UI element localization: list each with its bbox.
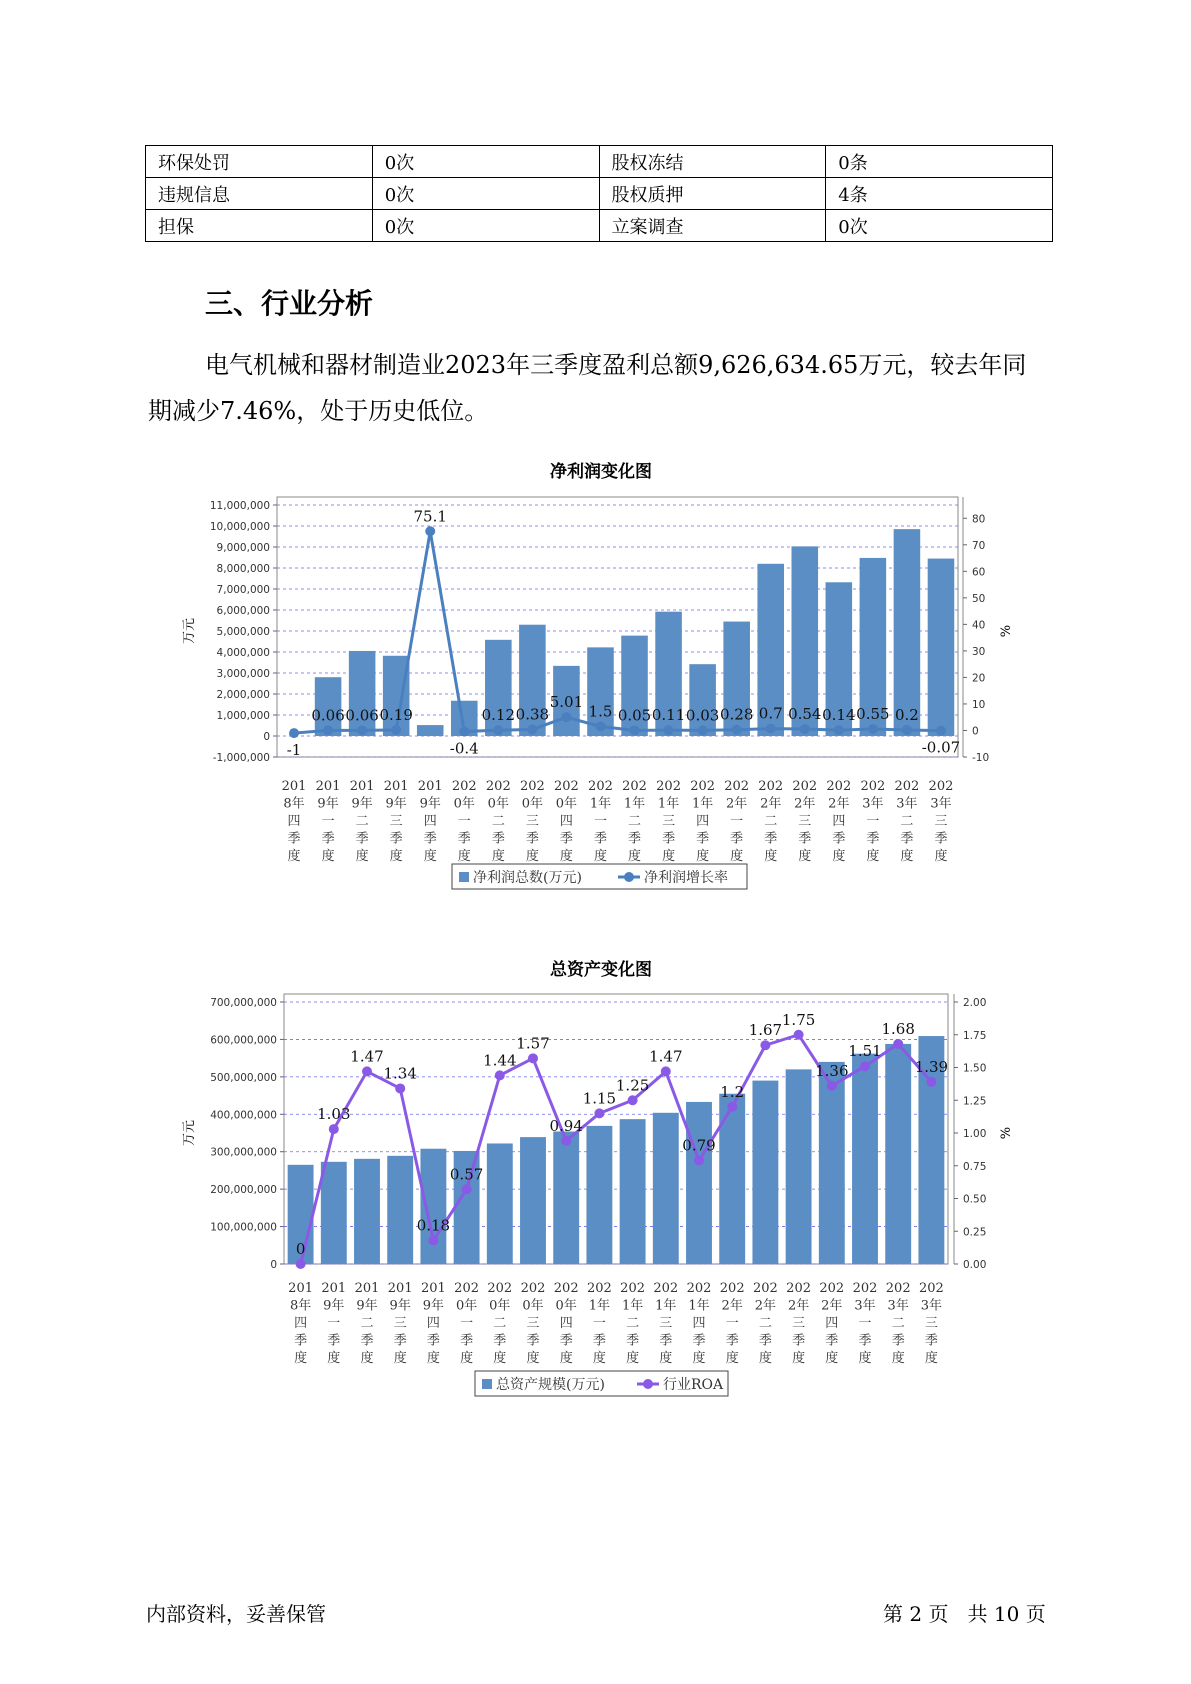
line-point [834,725,844,735]
line-point [664,725,674,735]
x-tick-label: 202 1年一季度 [586,1281,612,1366]
bar [689,664,716,736]
y2-tick-label: 0 [972,725,979,738]
x-tick-label: 201 8年四季度 [288,1281,314,1366]
line-point [902,725,912,735]
x-tick-label: 202 2年四季度 [826,779,852,864]
y-tick-label: 7,000,000 [216,584,270,596]
y2-tick-label: 0.00 [963,1259,987,1271]
y-tick-label: 700,000,000 [210,997,277,1009]
line-point [868,724,878,734]
x-tick-label: 202 0年四季度 [553,1281,579,1366]
line-point [661,1066,671,1076]
y2-tick-label: 0.75 [963,1160,987,1173]
data-label: 0.38 [515,705,550,724]
section-title: 三、行业分析 [205,287,374,320]
x-tick-label: 202 1年二季度 [622,779,647,864]
line-point [800,724,810,734]
y2-tick-label: -10 [972,752,990,764]
y-tick-label: 10,000,000 [209,521,270,533]
x-tick-label: 201 9年一季度 [315,779,341,864]
y-tick-label: 300,000,000 [210,1146,277,1159]
risk-item-label: 违规信息 [146,178,373,210]
line-point [694,1156,704,1166]
line-point [495,1070,505,1080]
x-tick-label: 202 1年三季度 [653,1281,679,1366]
line-point [727,1102,737,1112]
line-point [698,725,708,735]
risk-item-label: 立案调查 [599,210,826,242]
y-tick-label: 3,000,000 [216,668,270,680]
x-tick-label: 202 3年三季度 [918,1281,944,1366]
data-label: 0.14 [822,706,856,725]
x-tick-label: 202 2年一季度 [719,1281,745,1366]
y2-tick-label: 1.25 [963,1095,987,1108]
y-tick-label: 1,000,000 [216,710,270,722]
x-tick-label: 202 1年三季度 [656,779,681,864]
data-label: 0 [295,1240,306,1258]
x-tick-label: 201 9年三季度 [387,1281,413,1366]
line-point [296,1259,306,1269]
risk-table-row [146,178,1053,210]
line-point [595,721,605,731]
x-tick-label: 202 1年四季度 [686,1281,712,1366]
y2-tick-label: 30 [972,645,986,658]
legend-bar-label: 净利润总数(万元) [473,870,582,886]
y-tick-label: 500,000,000 [210,1071,277,1084]
y2-tick-label: 0.50 [963,1193,987,1206]
x-tick-label: 202 3年一季度 [860,779,886,864]
line-point [323,725,333,735]
risk-item-label: 环保处罚 [146,146,373,178]
y2-tick-label: 1.50 [963,1062,987,1075]
x-tick-label: 201 9年二季度 [349,779,375,864]
bar [686,1102,712,1264]
line-point [794,1030,804,1040]
data-label: -1 [286,741,302,760]
x-tick-label: 201 9年三季度 [383,779,409,864]
data-label: 0.28 [719,705,754,724]
line-point [630,725,640,735]
data-label: 1.5 [588,702,613,721]
x-tick-label: 202 1年四季度 [690,779,716,864]
bar [852,1054,878,1264]
line-point [493,725,503,735]
data-label: 0.03 [685,706,720,725]
line-point [561,712,571,722]
x-tick-label: 202 3年三季度 [928,779,954,864]
y-tick-label: 11,000,000 [209,500,270,512]
data-label: 0.19 [379,705,413,724]
y2-tick-label: 40 [972,619,986,632]
line-point [893,1039,903,1049]
data-label: 1.57 [516,1034,550,1053]
data-label: 0.2 [894,705,919,724]
chart-title: 净利润变化图 [550,462,652,482]
data-label: 1.34 [383,1064,417,1083]
line-point [926,1077,936,1087]
bar [520,1137,546,1264]
bar [417,725,444,736]
data-label: 0.11 [651,706,686,725]
chart-title: 总资产变化图 [550,960,652,980]
line-point [391,725,401,735]
data-label: 0.55 [856,705,890,724]
y2-tick-label: 1.75 [963,1029,987,1042]
data-label: 5.01 [549,693,584,712]
line-point [528,1053,538,1063]
risk-item-value: 0次 [372,146,599,178]
y-tick-label: -1,000,000 [212,752,270,764]
data-label: -0.4 [449,739,479,758]
y2-axis-label: % [999,624,1014,638]
x-tick-label: 202 3年一季度 [852,1281,878,1366]
data-label: 0.12 [481,706,516,725]
data-label: 1.47 [649,1047,683,1066]
y-tick-label: 5,000,000 [216,626,270,638]
risk-item-value: 0次 [372,210,599,242]
line-point [329,1124,339,1134]
line-point [395,1083,405,1093]
y-tick-label: 600,000,000 [210,1034,277,1047]
legend-bar-label: 总资产规模(万元) [496,1377,605,1393]
data-label: 1.2 [720,1082,745,1101]
y2-tick-label: 20 [972,672,986,685]
footer-page-number: 第 2 页 [883,1602,949,1626]
line-point [561,1136,571,1146]
risk-item-value: 4条 [826,178,1053,210]
bar [420,1149,446,1264]
net-profit-chart [0,455,1191,915]
data-label: 0.18 [416,1216,451,1235]
y-tick-label: 8,000,000 [216,563,270,575]
data-label: 0.57 [449,1165,484,1184]
x-tick-label: 202 0年一季度 [454,1281,480,1366]
x-tick-label: 202 2年一季度 [724,779,750,864]
data-label: 75.1 [413,507,447,526]
line-point [462,1184,472,1194]
line-point [362,1066,372,1076]
y2-tick-label: 0.25 [963,1226,987,1239]
risk-item-label: 担保 [146,210,373,242]
bar [354,1159,380,1264]
y2-tick-label: 80 [972,513,986,526]
x-tick-label: 201 9年四季度 [420,1281,446,1366]
y-tick-label: 4,000,000 [216,647,270,659]
line-point [594,1108,604,1118]
data-label: 0.7 [758,704,783,723]
industry-summary-paragraph: 电气机械和器材制造业2023年三季度盈利总额9,626,634.65万元，较去年同期减少7.46%，处于历史低位。 [148,351,1027,425]
line-point [766,724,776,734]
x-tick-label: 202 2年三季度 [792,779,818,864]
line-point [760,1040,770,1050]
x-tick-label: 202 3年二季度 [894,779,920,864]
x-tick-label: 202 0年三季度 [520,1281,546,1366]
x-tick-label: 202 0年二季度 [487,1281,513,1366]
y2-tick-label: 70 [972,539,986,552]
x-tick-label: 202 2年四季度 [819,1281,845,1366]
data-label: 1.15 [582,1089,617,1108]
bar [553,1132,579,1264]
y2-axis-label: % [999,1126,1014,1140]
bar [928,559,955,736]
risk-table-row [146,210,1053,242]
data-label: 0.06 [311,706,345,725]
y-tick-label: 200,000,000 [210,1184,277,1197]
y-tick-label: 0 [270,1259,277,1271]
line-point [860,1061,870,1071]
x-tick-label: 201 8年四季度 [281,779,307,864]
x-tick-label: 202 3年二季度 [885,1281,911,1366]
data-label: 1.47 [350,1047,384,1066]
x-tick-label: 202 0年一季度 [451,779,477,864]
data-label: 1.68 [881,1019,915,1038]
y-tick-label: 100,000,000 [210,1221,277,1234]
legend-line-marker [643,1379,653,1389]
data-label: 0.05 [617,706,652,725]
data-label: 1.25 [615,1076,650,1095]
bar [586,1126,612,1264]
y2-tick-label: 10 [972,698,986,711]
bar [620,1119,646,1264]
data-label: 1.39 [914,1057,949,1076]
x-tick-label: 202 0年四季度 [554,779,579,864]
total-asset-chart [0,955,1191,1415]
y-tick-label: 9,000,000 [216,542,270,554]
footer-confidential-note: 内部资料，妥善保管 [146,1602,326,1626]
risk-item-value: 0条 [826,146,1053,178]
y2-tick-label: 2.00 [963,997,987,1009]
legend-line-label: 净利润增长率 [644,870,728,886]
data-label: -0.07 [921,738,961,757]
line-point [289,728,299,738]
bar [653,1113,679,1264]
plot-frame [284,994,948,1264]
data-label: 0.79 [682,1136,716,1155]
bar [819,1062,845,1264]
x-tick-label: 202 0年二季度 [485,779,511,864]
bar [885,1044,911,1264]
x-tick-label: 202 2年二季度 [752,1281,778,1366]
line-point [459,727,469,737]
y-tick-label: 400,000,000 [210,1109,277,1122]
data-label: 1.67 [748,1021,783,1040]
bar [786,1069,812,1264]
bar [752,1081,778,1264]
bar [321,1162,347,1264]
line-point [936,726,946,736]
legend-bar-swatch [459,872,469,882]
line-point [827,1081,837,1091]
data-label: 0.06 [345,706,379,725]
risk-item-value: 0次 [372,178,599,210]
x-tick-label: 202 1年一季度 [588,779,613,864]
x-tick-label: 202 2年三季度 [786,1281,812,1366]
risk-item-label: 股权质押 [599,178,826,210]
data-label: 1.03 [317,1105,351,1124]
line-point [527,724,537,734]
data-label: 0.94 [549,1116,583,1135]
line-point [732,725,742,735]
y-axis-label: 万元 [182,1119,197,1147]
bar [487,1143,513,1264]
footer-page-info [883,1598,1046,1627]
x-tick-label: 201 9年四季度 [417,779,443,864]
y-tick-label: 0 [263,731,270,743]
legend-line-label: 行业ROA [663,1377,724,1393]
data-label: 1.75 [781,1010,816,1029]
x-tick-label: 202 1年二季度 [620,1281,646,1366]
x-tick-label: 201 9年一季度 [321,1281,347,1366]
y2-tick-label: 1.00 [963,1128,987,1140]
risk-info-table [145,145,1053,242]
y2-tick-label: 60 [972,566,986,579]
y-tick-label: 2,000,000 [216,689,270,701]
data-label: 1.36 [815,1061,849,1080]
line-point [357,725,367,735]
bar [387,1156,413,1264]
line-point [628,1095,638,1105]
legend-bar-swatch [482,1379,492,1389]
data-label: 0.54 [788,705,822,724]
risk-item-value: 0次 [826,210,1053,242]
risk-table-row [146,146,1053,178]
x-tick-label: 201 9年二季度 [354,1281,380,1366]
line-point [425,526,435,536]
x-tick-label: 202 0年三季度 [519,779,545,864]
legend-line-marker [624,872,634,882]
y-tick-label: 6,000,000 [216,605,270,617]
y-axis-label: 万元 [182,617,197,645]
data-label: 1.51 [848,1042,882,1061]
data-label: 1.44 [483,1051,517,1070]
y2-tick-label: 50 [972,592,986,605]
line-point [428,1235,438,1245]
x-tick-label: 202 2年二季度 [758,779,784,864]
footer-page-total: 共 10 页 [967,1602,1046,1626]
risk-item-label: 股权冻结 [599,146,826,178]
